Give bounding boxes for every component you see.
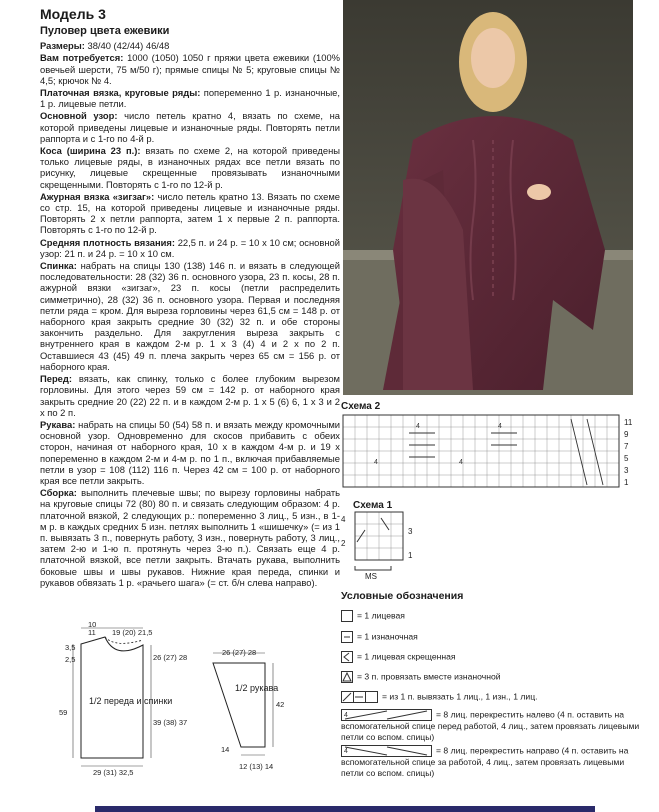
schema2-title: Схема 2 bbox=[341, 401, 381, 412]
paragraph-label: Спинка: bbox=[40, 260, 77, 272]
schema2-mark-2: 4 bbox=[498, 423, 502, 430]
body-dim-shoulder: 10 bbox=[88, 620, 97, 629]
paragraph-label: Размеры: bbox=[40, 40, 85, 52]
paragraph-label: Коса (ширина 23 п.): bbox=[40, 145, 141, 157]
knit-symbol-icon bbox=[341, 610, 353, 622]
schema2-mark-3: 4 bbox=[374, 459, 378, 466]
schema1-repeat: MS bbox=[365, 572, 377, 581]
legend-item-cross-right: 4 = 8 лиц. перекрестить направо (4 п. оставить на вспомогательной спице за работой, 4 лиц., затем провязать лицевыми петли со вспом. спицы) bbox=[341, 745, 629, 778]
paragraph-text: число петель кратно 4, вязать по схеме, на которой приведены лицевые и изнаночные ряды. Повторять петли раппорта и с 1-го по 4-й р. bbox=[40, 110, 340, 144]
instructions-column bbox=[40, 6, 340, 589]
instruction-paragraph bbox=[40, 191, 340, 236]
instruction-paragraphs bbox=[40, 40, 340, 588]
paragraph-label: Рукава: bbox=[40, 418, 76, 430]
sleeve-dim-bottom-left: 14 bbox=[221, 745, 230, 754]
schema2-mark-4: 4 bbox=[459, 459, 463, 466]
schema1-row-2: 2 bbox=[341, 539, 346, 548]
paragraph-text: 38/40 (42/44) 46/48 bbox=[84, 40, 170, 52]
schema2-chart bbox=[341, 413, 641, 493]
body-dim-left-mid: 2,5 bbox=[65, 655, 76, 664]
legend-item-cross-left: 4 = 8 лиц. перекрестить налево (4 п. оставить на вспомогательной спице перед работой, 4 лиц., затем провязать лицевыми петли со вспом. спицы) bbox=[341, 709, 640, 742]
paragraph-label: Перед: bbox=[40, 373, 72, 385]
model-photo bbox=[343, 0, 633, 395]
sleeve-pattern-diagram bbox=[205, 645, 295, 780]
instruction-paragraph bbox=[40, 40, 340, 51]
cross-left-symbol-icon bbox=[341, 709, 433, 721]
paragraph-label: Сборка: bbox=[40, 487, 77, 499]
schema2-row-11: 11 bbox=[624, 418, 633, 427]
body-pattern-label: 1/2 переда и спинки bbox=[89, 696, 173, 706]
instruction-paragraph bbox=[40, 487, 340, 588]
purl-symbol-icon bbox=[341, 631, 353, 643]
instruction-paragraph bbox=[40, 237, 340, 259]
instruction-paragraph bbox=[40, 419, 340, 486]
paragraph-text: число петель кратно 13. Вязать по схеме со стр. 15, на которой приведены лицевые и изнаночные ряды. Повторять 2 х петли раппорта, затем 1 х первые 2 п. раппорта. Повторять с 1-го по 12-й р. bbox=[40, 190, 341, 236]
instruction-paragraph bbox=[40, 87, 340, 109]
legend-item-twisted: = 1 лицевая скрещенная bbox=[341, 651, 641, 663]
model-title: Модель 3 bbox=[40, 6, 106, 22]
model-subtitle: Пуловер цвета ежевики bbox=[40, 25, 170, 37]
legend-item-bobble: = из 1 п. вывязать 1 лиц., 1 изн., 1 лиц. bbox=[341, 691, 641, 703]
paragraph-label: Вам потребуется: bbox=[40, 52, 124, 64]
instruction-paragraph bbox=[40, 260, 340, 372]
paragraph-text: набрать на спицы 130 (138) 146 п. и вязать в следующей последовательности: 28 (32) 36 п. основного узора, 23 п. косы, 28 п. ажурной вязки «зигзаг», 23 п. косы (петли распределить симметрично), 28 (32) 36 п. основного узора. Первая и последняя петли ряда = кром. Для выреза горловины через 61,5 см = 148 р. от наборного края закрыть средние 30 (32) 32 п. и обе стороны закончить раздельно. Для закругления выреза закрыть с внутреннего края в каждом 2-м р. 1 х 3 (4) 4 и 2 х по 2 п. Оставшиеся 43 (45) 49 п. плеча закрыть через 65 см = 156 р. от наборного края. bbox=[40, 260, 340, 372]
schema2-row-1: 1 bbox=[624, 478, 629, 487]
three-together-symbol-icon bbox=[341, 671, 353, 683]
schema2-mark-1: 4 bbox=[416, 423, 420, 430]
paragraph-text: выполнить плечевые швы; по вырезу горловины набрать на круговые спицы 72 (80) 80 п. и связать следующим образом: 4 р. платочной вязкой, 2 следующих р.: попеременно 3 лиц., 5 изн., в 1-м р. в каждых средних 5 изн. петлях выполнить 1 «шишечку» (= из 1 п. вывязать 3 п., повернуть работу, 3 изн., повернуть работу, 3 лиц., затем 2-ю и 1-ю п. протянуть через 3-ю п.). Связать еще 4 р. платочной вязкой, все петли закрыть. Втачать рукава, выполнить боковые швы и швы рукавов. Нижние края переда, спинки и рукавов обвязать 1 р. «рачьего шага» (= ст. б/н слева направо). bbox=[40, 487, 340, 588]
cross-right-symbol-icon bbox=[341, 745, 433, 757]
legend-title: Условные обозначения bbox=[341, 590, 464, 602]
schema2-row-7: 7 bbox=[624, 442, 629, 451]
sleeve-dim-right: 42 bbox=[276, 700, 285, 709]
svg-text:4: 4 bbox=[344, 712, 348, 719]
paragraph-text: попеременно 1 р. изнаночные, 1 р. лицевые петли. bbox=[40, 87, 341, 110]
sleeve-pattern-label: 1/2 рукава bbox=[235, 683, 279, 693]
schema2-row-5: 5 bbox=[624, 454, 629, 463]
sleeve-dim-bottom: 12 (13) 14 bbox=[239, 762, 274, 771]
paragraph-text: вязать, как спинку, только с более глубоким вырезом горловины. Для этого через 59 см = 142 р. от наборного края закрыть средние 20 (22) 22 п. и в каждом 2-м р. 1 х 5 (6) 6, 1 х 3 и 2 х по 2 п. bbox=[40, 373, 340, 418]
schema1-title: Схема 1 bbox=[353, 500, 393, 511]
instruction-paragraph bbox=[40, 145, 340, 190]
body-dim-neck: 19 (20) 21,5 bbox=[112, 628, 153, 637]
bobble-symbol-icon bbox=[341, 691, 379, 703]
paragraph-label: Ажурная вязка «зигзаг»: bbox=[40, 190, 155, 202]
body-dim-height: 59 bbox=[59, 708, 68, 717]
svg-text:4: 4 bbox=[344, 748, 348, 755]
schema2-row-9: 9 bbox=[624, 430, 629, 439]
paragraph-label: Платочная вязка, круговые ряды: bbox=[40, 87, 201, 99]
legend-item-knit: = 1 лицевая bbox=[341, 610, 641, 622]
paragraph-label: Средняя плотность вязания: bbox=[40, 236, 175, 248]
page-bottom-bar bbox=[95, 806, 595, 812]
legend-item-three-together: = 3 п. провязать вместе изнаночной bbox=[341, 671, 641, 683]
schema2-row-3: 3 bbox=[624, 466, 629, 475]
paragraph-text: набрать на спицы 50 (54) 58 п. и вязать между кромочными основной узор. Одновременно для скосов прибавить с обеих сторон, начиная от наборного края, 10 х в каждом 4-м р. и 19 х попеременно в каждом 2-м и 4-м р. по 1 п., включая прибавляемые петли в узор = 108 (112) 116 п. Через 42 см = 100 р. от наборного края все петли закрыть. bbox=[40, 418, 340, 486]
instruction-paragraph bbox=[40, 52, 340, 86]
schema1-row-4: 4 bbox=[341, 515, 346, 524]
paragraph-label: Основной узор: bbox=[40, 110, 118, 122]
legend-item-purl: = 1 изнаночная bbox=[341, 631, 641, 643]
paragraph-text: 1000 (1050) 1050 г пряжи цвета ежевики (100% овечьей шерсти, 75 м/50 г); прямые спицы № 5; круговые спицы № 4,5; крючок № 4. bbox=[40, 52, 340, 86]
body-dim-right-lower: 39 (38) 37 bbox=[153, 718, 188, 727]
body-pattern-diagram bbox=[55, 620, 188, 778]
body-dim-neck-start: 11 bbox=[88, 628, 96, 637]
schema1-row-1: 1 bbox=[408, 551, 413, 560]
instruction-paragraph bbox=[40, 373, 340, 418]
schema1-chart bbox=[335, 512, 435, 582]
twisted-knit-symbol-icon bbox=[341, 651, 353, 663]
body-dim-left-top: 3,5 bbox=[65, 643, 76, 652]
schema1-row-3: 3 bbox=[408, 527, 413, 536]
body-dim-bottom: 29 (31) 32,5 bbox=[93, 768, 134, 777]
instruction-paragraph bbox=[40, 110, 340, 144]
body-dim-right-top: 26 (27) 28 bbox=[153, 653, 188, 662]
paragraph-text: 22,5 п. и 24 р. = 10 х 10 см; основной узор: 21 п. и 24 р. = 10 х 10 см. bbox=[40, 236, 340, 259]
paragraph-text: вязать по схеме 2, на которой приведены только лицевые ряды, в изнаночных рядах все петли вязать по рисунку, лицевые скрещенные провязывать изнаночными скрещенными. Повторять с 1-го по 12-й р. bbox=[40, 145, 340, 190]
sleeve-dim-top: 26 (27) 28 bbox=[222, 648, 257, 657]
